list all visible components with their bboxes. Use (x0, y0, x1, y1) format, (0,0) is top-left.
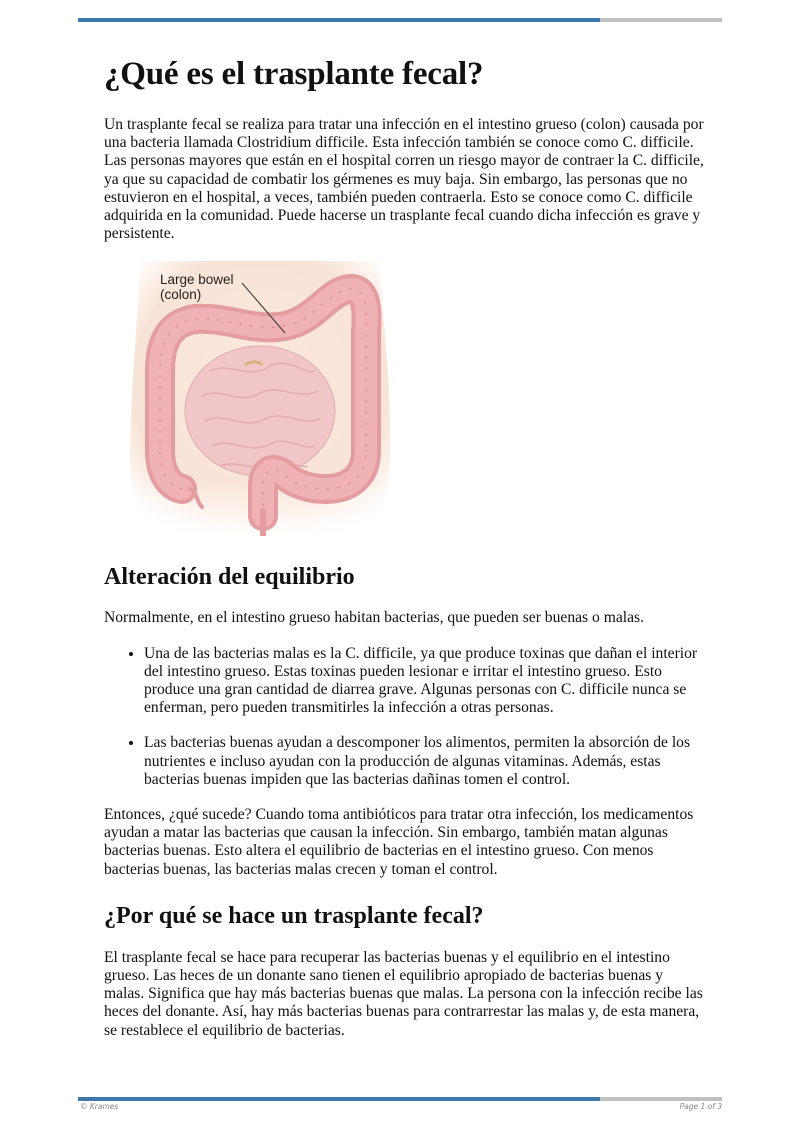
section1-after-paragraph: Entonces, ¿qué sucede? Cuando toma antibióticos para tratar otra infección, los medicamentos ayudan a matar las bacterias que causan la infección. Sin embargo, también matan algunas bacterias buenas. Esto altera el equilibrio de bacterias en el intestino grueso. Con menos bacterias buenas, las bacterias malas crecen y toman el control. (104, 806, 694, 878)
footer-progress-bar (78, 1097, 722, 1101)
header-progress-fill (78, 18, 600, 22)
colon-illustration (120, 261, 400, 536)
figure-label (160, 272, 234, 302)
bullet-list (104, 645, 704, 789)
colon-drawing (120, 261, 400, 536)
small-intestine (185, 346, 335, 476)
figure-label-line2: (colon) (160, 287, 202, 303)
header-progress-bar (78, 18, 722, 22)
page-title: ¿Qué es el trasplante fecal? (104, 56, 484, 92)
document-content (104, 52, 704, 1040)
section1-lead: Normalmente, en el intestino grueso habitan bacterias, que pueden ser buenas o malas. (104, 609, 644, 627)
footer-copyright: © Krames (80, 1102, 119, 1111)
footer-progress-fill (78, 1097, 600, 1101)
list-item: • Una de las bacterias malas es la C. difficile, ya que produce toxinas que dañan el interior del intestino grueso. Estas toxinas pueden lesionar e irritar el intestino grueso. Esto produce una gran cantidad de diarrea grave. Algunas personas con C. difficile nunca se enferman, pero pueden transmitirles la infección a otras personas. (144, 645, 704, 718)
section-heading-balance: Alteración del equilibrio (104, 564, 355, 591)
list-item: • Las bacterias buenas ayudan a descomponer los alimentos, permiten la absorción de los nutrientes e incluso ayudan con la producción de algunas vitaminas. Además, estas bacterias buenas impiden que las bacterias dañinas tomen el control. (144, 734, 704, 789)
intro-paragraph: Un trasplante fecal se realiza para tratar una infección en el intestino grueso (colon) causada por una bacteria llamada Clostridium difficile. Esta infección también se conoce como C. difficile. Las personas mayores que están en el hospital corren un riesgo mayor de contraer la C. difficile, ya que su capacidad de combatir los gérmenes es muy baja. Sin embargo, las personas que no estuvieron en el hospital, a veces, también pueden contraerla. Esto se conoce como C. difficile adquirida en la comunidad. Puede hacerse un trasplante fecal cuando dicha infección es grave y persistente. (104, 116, 704, 243)
footer-page-number: Page 1 of 3 (679, 1102, 722, 1111)
section-heading-why: ¿Por qué se hace un trasplante fecal? (104, 902, 484, 929)
figure-label-line1: Large bowel (160, 272, 234, 288)
section2-body: El trasplante fecal se hace para recuperar las bacterias buenas y el equilibrio en el intestino grueso. Las heces de un donante sano tienen el equilibrio apropiado de bacterias buenas y malas. Significa que hay más bacterias buenas que malas. La persona con la infección recibe las heces del donante. Así, hay más bacterias buenas para contrarrestar las malas y, de esta manera, se restablece el equilibrio de bacterias. (104, 948, 703, 1039)
